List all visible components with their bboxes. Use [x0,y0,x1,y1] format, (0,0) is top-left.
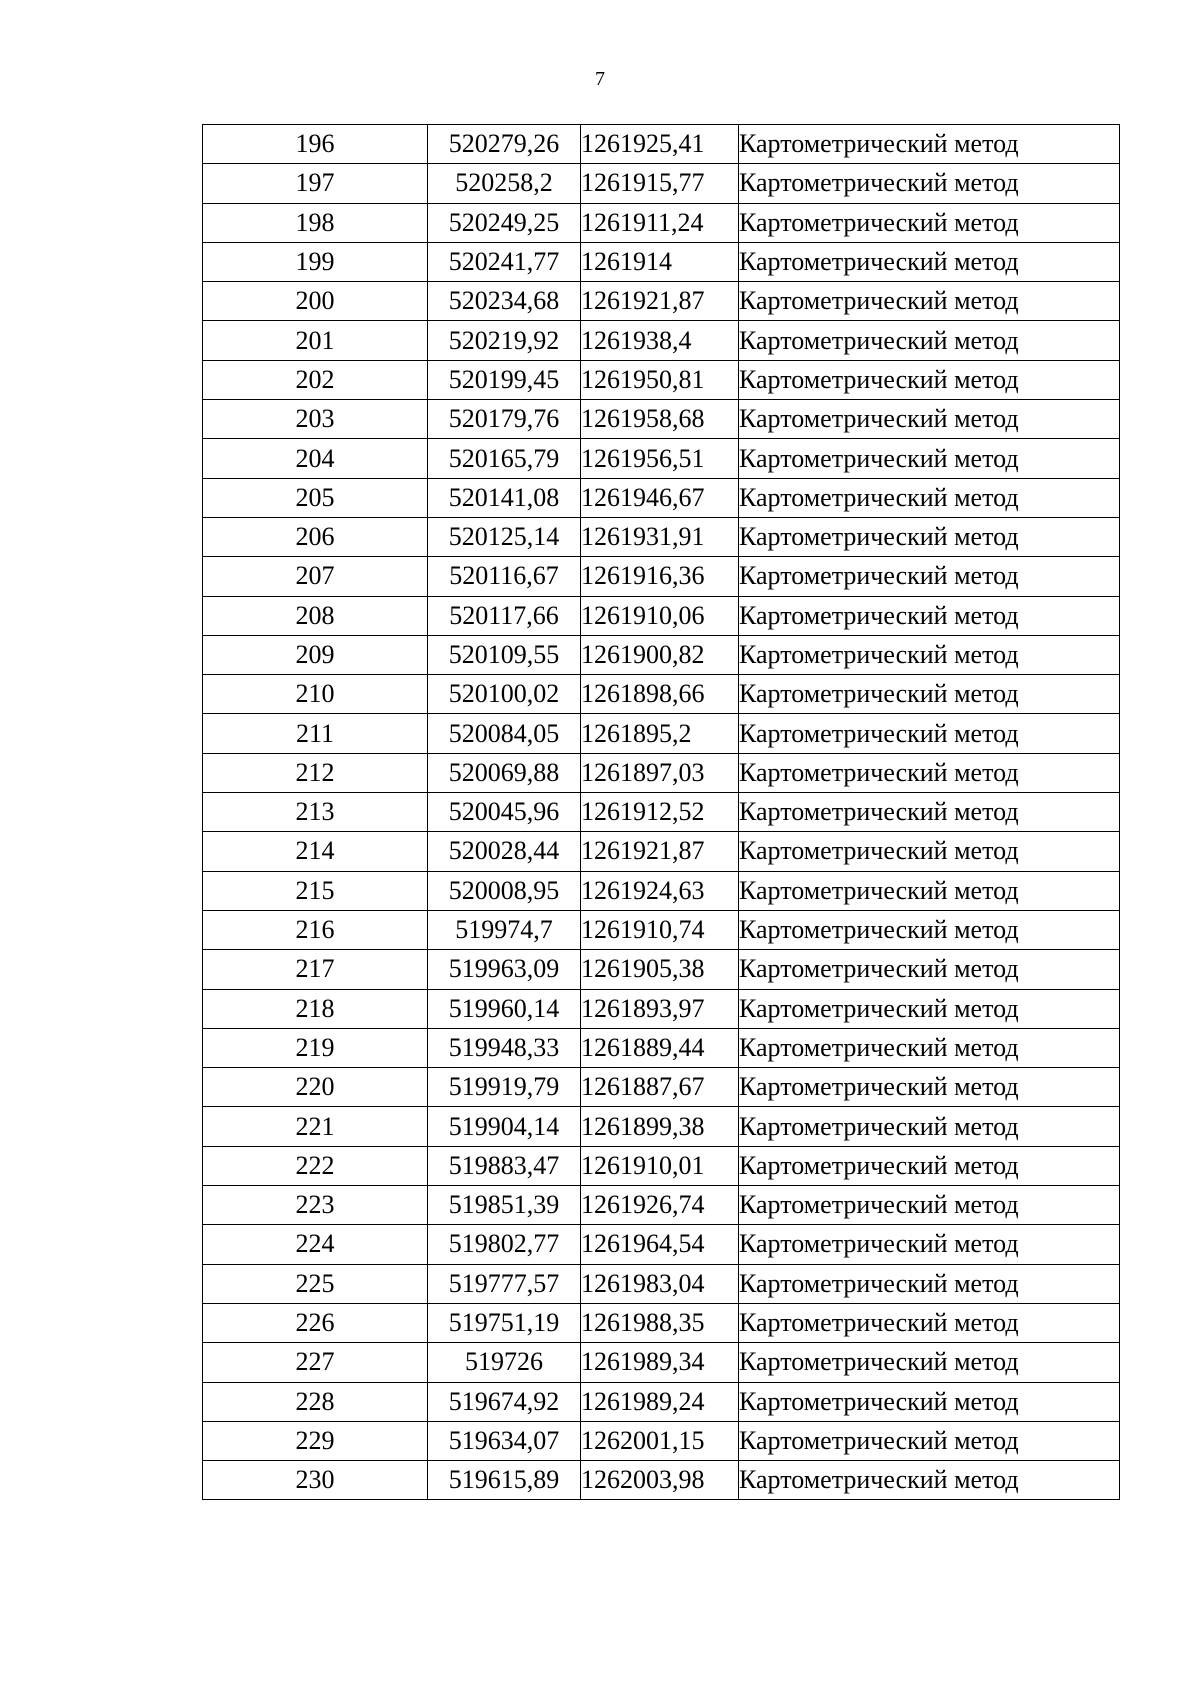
table-row [203,596,1120,635]
y-coordinate-cell: 1261912,52 [581,793,739,832]
x-coordinate-cell: 519674,92 [428,1382,581,1421]
table-row [203,753,1120,792]
x-coordinate-cell: 519751,19 [428,1303,581,1342]
x-coordinate-cell: 519883,47 [428,1146,581,1185]
table-row [203,1225,1120,1264]
point-number-cell: 213 [203,793,428,832]
y-coordinate-cell: 1261887,67 [581,1068,739,1107]
x-coordinate-cell: 520165,79 [428,439,581,478]
method-cell: Картометрический метод [739,557,1120,596]
point-number-cell: 224 [203,1225,428,1264]
y-coordinate-cell: 1261921,87 [581,832,739,871]
point-number-cell: 230 [203,1461,428,1500]
method-cell: Картометрический метод [739,871,1120,910]
point-number-cell: 201 [203,321,428,360]
table-row [203,1068,1120,1107]
method-cell: Картометрический метод [739,1303,1120,1342]
page-number: 7 [595,68,605,90]
x-coordinate-cell: 520125,14 [428,517,581,556]
point-number-cell: 226 [203,1303,428,1342]
table-row [203,164,1120,203]
point-number-cell: 218 [203,989,428,1028]
point-number-cell: 202 [203,360,428,399]
point-number-cell: 223 [203,1186,428,1225]
x-coordinate-cell: 520100,02 [428,675,581,714]
table-row [203,1028,1120,1067]
y-coordinate-cell: 1261988,35 [581,1303,739,1342]
point-number-cell: 215 [203,871,428,910]
table-row [203,321,1120,360]
table-row [203,910,1120,949]
table-row [203,832,1120,871]
y-coordinate-cell: 1261926,74 [581,1186,739,1225]
x-coordinate-cell: 520116,67 [428,557,581,596]
method-cell: Картометрический метод [739,1382,1120,1421]
method-cell: Картометрический метод [739,1146,1120,1185]
coordinates-table-body [203,125,1120,1500]
y-coordinate-cell: 1261914 [581,242,739,281]
y-coordinate-cell: 1261910,01 [581,1146,739,1185]
table-row [203,400,1120,439]
method-cell: Картометрический метод [739,596,1120,635]
point-number-cell: 197 [203,164,428,203]
method-cell: Картометрический метод [739,675,1120,714]
y-coordinate-cell: 1261964,54 [581,1225,739,1264]
x-coordinate-cell: 519634,07 [428,1421,581,1460]
table-row [203,871,1120,910]
method-cell: Картометрический метод [739,832,1120,871]
method-cell: Картометрический метод [739,635,1120,674]
point-number-cell: 205 [203,478,428,517]
table-row [203,1107,1120,1146]
table-row [203,1146,1120,1185]
x-coordinate-cell: 520199,45 [428,360,581,399]
method-cell: Картометрический метод [739,321,1120,360]
x-coordinate-cell: 520045,96 [428,793,581,832]
y-coordinate-cell: 1261989,24 [581,1382,739,1421]
point-number-cell: 222 [203,1146,428,1185]
y-coordinate-cell: 1261958,68 [581,400,739,439]
point-number-cell: 199 [203,242,428,281]
method-cell: Картометрический метод [739,753,1120,792]
table-row [203,360,1120,399]
y-coordinate-cell: 1261893,97 [581,989,739,1028]
table-row [203,1343,1120,1382]
table-row [203,242,1120,281]
y-coordinate-cell: 1261924,63 [581,871,739,910]
method-cell: Картометрический метод [739,242,1120,281]
x-coordinate-cell: 520109,55 [428,635,581,674]
table-row [203,675,1120,714]
table-row [203,793,1120,832]
point-number-cell: 212 [203,753,428,792]
x-coordinate-cell: 519615,89 [428,1461,581,1500]
method-cell: Картометрический метод [739,1225,1120,1264]
point-number-cell: 217 [203,950,428,989]
method-cell: Картометрический метод [739,950,1120,989]
method-cell: Картометрический метод [739,360,1120,399]
y-coordinate-cell: 1261905,38 [581,950,739,989]
x-coordinate-cell: 519726 [428,1343,581,1382]
y-coordinate-cell: 1261931,91 [581,517,739,556]
x-coordinate-cell: 519963,09 [428,950,581,989]
point-number-cell: 228 [203,1382,428,1421]
method-cell: Картометрический метод [739,793,1120,832]
point-number-cell: 210 [203,675,428,714]
point-number-cell: 219 [203,1028,428,1067]
table-row [203,714,1120,753]
point-number-cell: 225 [203,1264,428,1303]
method-cell: Картометрический метод [739,1461,1120,1500]
method-cell: Картометрический метод [739,125,1120,164]
table-row [203,517,1120,556]
x-coordinate-cell: 520117,66 [428,596,581,635]
table-row [203,282,1120,321]
coordinates-table [202,124,1120,1500]
point-number-cell: 206 [203,517,428,556]
table-row [203,1421,1120,1460]
x-coordinate-cell: 519777,57 [428,1264,581,1303]
x-coordinate-cell: 519851,39 [428,1186,581,1225]
method-cell: Картометрический метод [739,164,1120,203]
table-row [203,1461,1120,1500]
y-coordinate-cell: 1261921,87 [581,282,739,321]
method-cell: Картометрический метод [739,439,1120,478]
point-number-cell: 203 [203,400,428,439]
x-coordinate-cell: 519960,14 [428,989,581,1028]
y-coordinate-cell: 1261911,24 [581,203,739,242]
point-number-cell: 196 [203,125,428,164]
y-coordinate-cell: 1261915,77 [581,164,739,203]
y-coordinate-cell: 1261950,81 [581,360,739,399]
y-coordinate-cell: 1261956,51 [581,439,739,478]
y-coordinate-cell: 1261946,67 [581,478,739,517]
x-coordinate-cell: 519802,77 [428,1225,581,1264]
method-cell: Картометрический метод [739,282,1120,321]
point-number-cell: 220 [203,1068,428,1107]
table-row [203,1264,1120,1303]
y-coordinate-cell: 1261910,74 [581,910,739,949]
method-cell: Картометрический метод [739,478,1120,517]
point-number-cell: 211 [203,714,428,753]
point-number-cell: 204 [203,439,428,478]
x-coordinate-cell: 520241,77 [428,242,581,281]
point-number-cell: 229 [203,1421,428,1460]
method-cell: Картометрический метод [739,517,1120,556]
x-coordinate-cell: 520234,68 [428,282,581,321]
x-coordinate-cell: 520069,88 [428,753,581,792]
table-row [203,1382,1120,1421]
y-coordinate-cell: 1261910,06 [581,596,739,635]
table-row [203,989,1120,1028]
method-cell: Картометрический метод [739,1028,1120,1067]
x-coordinate-cell: 519904,14 [428,1107,581,1146]
y-coordinate-cell: 1261889,44 [581,1028,739,1067]
x-coordinate-cell: 520279,26 [428,125,581,164]
y-coordinate-cell: 1261895,2 [581,714,739,753]
table-row [203,1186,1120,1225]
method-cell: Картометрический метод [739,400,1120,439]
y-coordinate-cell: 1261899,38 [581,1107,739,1146]
point-number-cell: 198 [203,203,428,242]
point-number-cell: 227 [203,1343,428,1382]
method-cell: Картометрический метод [739,910,1120,949]
y-coordinate-cell: 1261989,34 [581,1343,739,1382]
y-coordinate-cell: 1261938,4 [581,321,739,360]
x-coordinate-cell: 520028,44 [428,832,581,871]
x-coordinate-cell: 520249,25 [428,203,581,242]
point-number-cell: 200 [203,282,428,321]
x-coordinate-cell: 520179,76 [428,400,581,439]
point-number-cell: 209 [203,635,428,674]
table-row [203,950,1120,989]
table-row [203,557,1120,596]
table-row [203,203,1120,242]
method-cell: Картометрический метод [739,1107,1120,1146]
x-coordinate-cell: 519948,33 [428,1028,581,1067]
y-coordinate-cell: 1261916,36 [581,557,739,596]
table-row [203,1303,1120,1342]
table-row [203,439,1120,478]
point-number-cell: 208 [203,596,428,635]
y-coordinate-cell: 1261898,66 [581,675,739,714]
x-coordinate-cell: 520084,05 [428,714,581,753]
y-coordinate-cell: 1262003,98 [581,1461,739,1500]
method-cell: Картометрический метод [739,1421,1120,1460]
method-cell: Картометрический метод [739,203,1120,242]
y-coordinate-cell: 1262001,15 [581,1421,739,1460]
x-coordinate-cell: 520141,08 [428,478,581,517]
method-cell: Картометрический метод [739,714,1120,753]
x-coordinate-cell: 520219,92 [428,321,581,360]
method-cell: Картометрический метод [739,1068,1120,1107]
method-cell: Картометрический метод [739,989,1120,1028]
method-cell: Картометрический метод [739,1186,1120,1225]
table-row [203,478,1120,517]
table-row [203,635,1120,674]
x-coordinate-cell: 520008,95 [428,871,581,910]
y-coordinate-cell: 1261925,41 [581,125,739,164]
method-cell: Картометрический метод [739,1264,1120,1303]
x-coordinate-cell: 520258,2 [428,164,581,203]
point-number-cell: 214 [203,832,428,871]
x-coordinate-cell: 519919,79 [428,1068,581,1107]
method-cell: Картометрический метод [739,1343,1120,1382]
y-coordinate-cell: 1261983,04 [581,1264,739,1303]
y-coordinate-cell: 1261900,82 [581,635,739,674]
y-coordinate-cell: 1261897,03 [581,753,739,792]
point-number-cell: 216 [203,910,428,949]
point-number-cell: 221 [203,1107,428,1146]
x-coordinate-cell: 519974,7 [428,910,581,949]
table-row [203,125,1120,164]
point-number-cell: 207 [203,557,428,596]
